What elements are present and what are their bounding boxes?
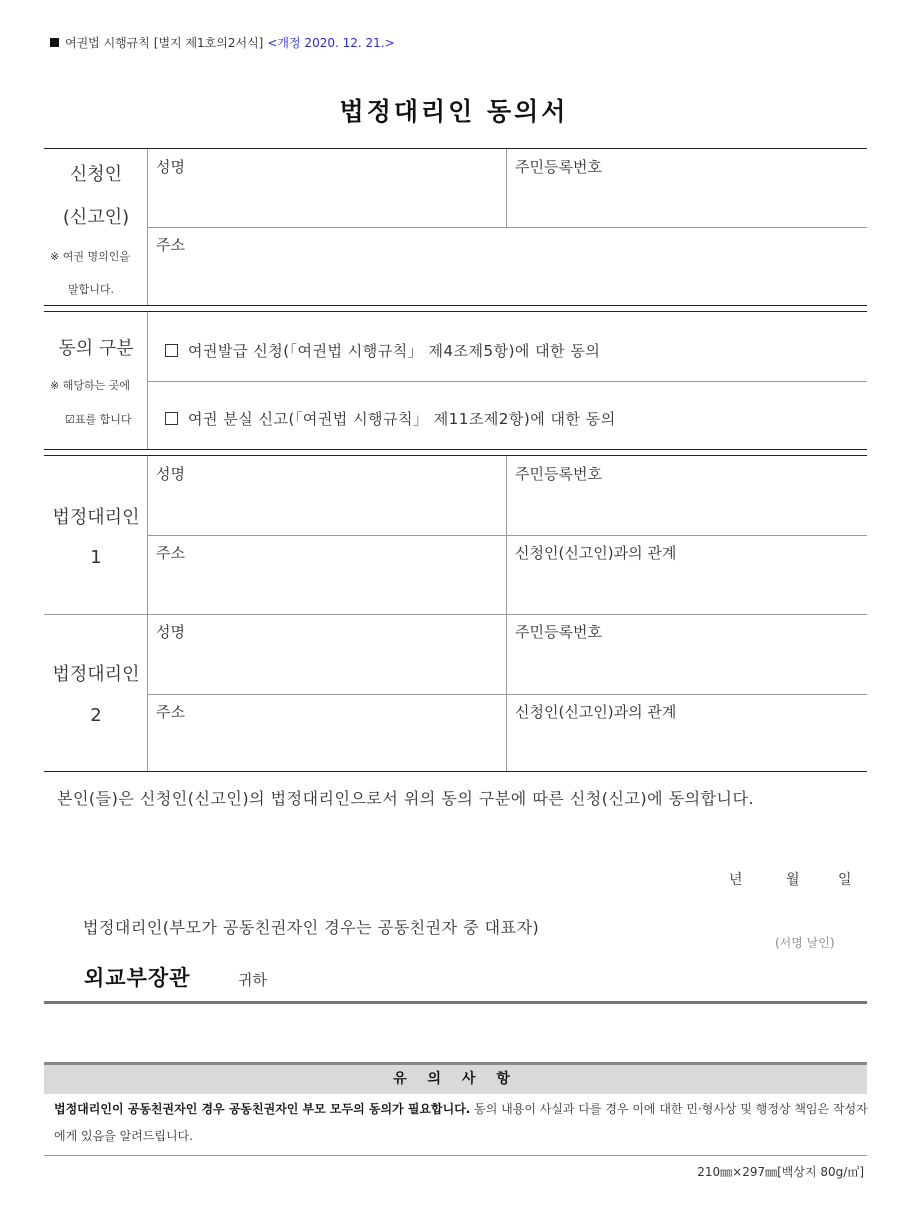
paper-spec: 210㎜×297㎜[백상지 80g/㎡] [697,1165,864,1179]
rep2-rrn-field[interactable]: 주민등록번호 [515,623,602,641]
day-label: 일 [838,872,852,888]
page-title: 법정대리인 동의서 [339,97,569,126]
applicant-label-sub: (신고인) [62,207,130,228]
honorific: 귀하 [238,971,267,989]
checkbox-passport-issue[interactable] [165,344,178,357]
month-label: 월 [786,872,800,888]
applicant-address-field[interactable]: 주소 [156,236,185,254]
revision-date[interactable]: <개정 2020. 12. 21.> [267,36,395,50]
form-ref-text: 여권법 시행규칙 [별지 제1호의2서식] [65,36,264,50]
section-divider [44,455,867,456]
representative-signer: 법정대리인(부모가 공동친권자인 경우는 공동친권자 중 대표자) [83,918,540,937]
option-passport-issue[interactable]: 여권발급 신청(「여권법 시행규칙」 제4조제5항)에 대한 동의 [165,340,600,361]
rep1-name-field[interactable]: 성명 [156,465,185,483]
divider [44,614,867,615]
section-divider [44,305,867,306]
year-label: 년 [729,872,743,888]
consent-type-note-2: ☑표를 합니다 [65,413,132,426]
applicant-note: ※ 여권 명의인을 [50,250,130,263]
divider [147,535,867,536]
notice-body [54,1096,869,1150]
divider [147,694,867,695]
option-passport-loss[interactable]: 여권 분실 신고(「여권법 시행규칙」 제11조제2항)에 대한 동의 [165,408,616,429]
rep2-address-field[interactable]: 주소 [156,703,185,721]
recipient: 외교부장관 [84,966,191,990]
rep2-number: 2 [90,705,102,726]
rep1-relation-field[interactable]: 신청인(신고인)과의 관계 [515,544,677,562]
rep1-label: 법정대리인 [52,507,140,528]
rep1-number: 1 [90,547,102,568]
notice-bold: 법정대리인이 공동친권자인 경우 공동친권자인 부모 모두의 동의가 필요합니다. [54,1102,471,1116]
divider [506,149,507,227]
section-divider [44,449,867,450]
section-bar [44,1001,867,1004]
rep2-label: 법정대리인 [52,664,140,685]
divider [44,1155,867,1156]
applicant-label: 신청인 [69,164,123,185]
consent-type-label: 동의 구분 [58,338,134,359]
notice-text: 동의 내용이 사실과 다를 경우 이에 대한 민·형사상 및 행정상 책임은 작성자에게 있음을 알려드립니다. [54,1102,868,1143]
rep1-rrn-field[interactable]: 주민등록번호 [515,465,602,483]
checkbox-passport-loss[interactable] [165,412,178,425]
divider [147,381,867,382]
notice-heading: 유 의 사 항 [44,1062,867,1094]
form-reference [50,34,395,51]
divider [147,227,867,228]
rep2-name-field[interactable]: 성명 [156,623,185,641]
consent-type-note: ※ 해당하는 곳에 [50,379,130,392]
section-top-border [44,148,867,149]
rep2-relation-field[interactable]: 신청인(신고인)과의 관계 [515,703,677,721]
applicant-name-field[interactable]: 성명 [156,158,185,176]
signature-seal-note[interactable]: (서명 날인) [775,936,835,950]
square-bullet-icon [50,38,59,47]
applicant-note-2: 말합니다. [68,283,115,296]
applicant-rrn-field[interactable]: 주민등록번호 [515,158,602,176]
section-bottom-border [44,771,867,772]
section-divider [44,311,867,312]
rep1-address-field[interactable]: 주소 [156,544,185,562]
consent-statement: 본인(들)은 신청인(신고인)의 법정대리인으로서 위의 동의 구분에 따른 신청(신고)에 동의합니다. [57,789,755,808]
